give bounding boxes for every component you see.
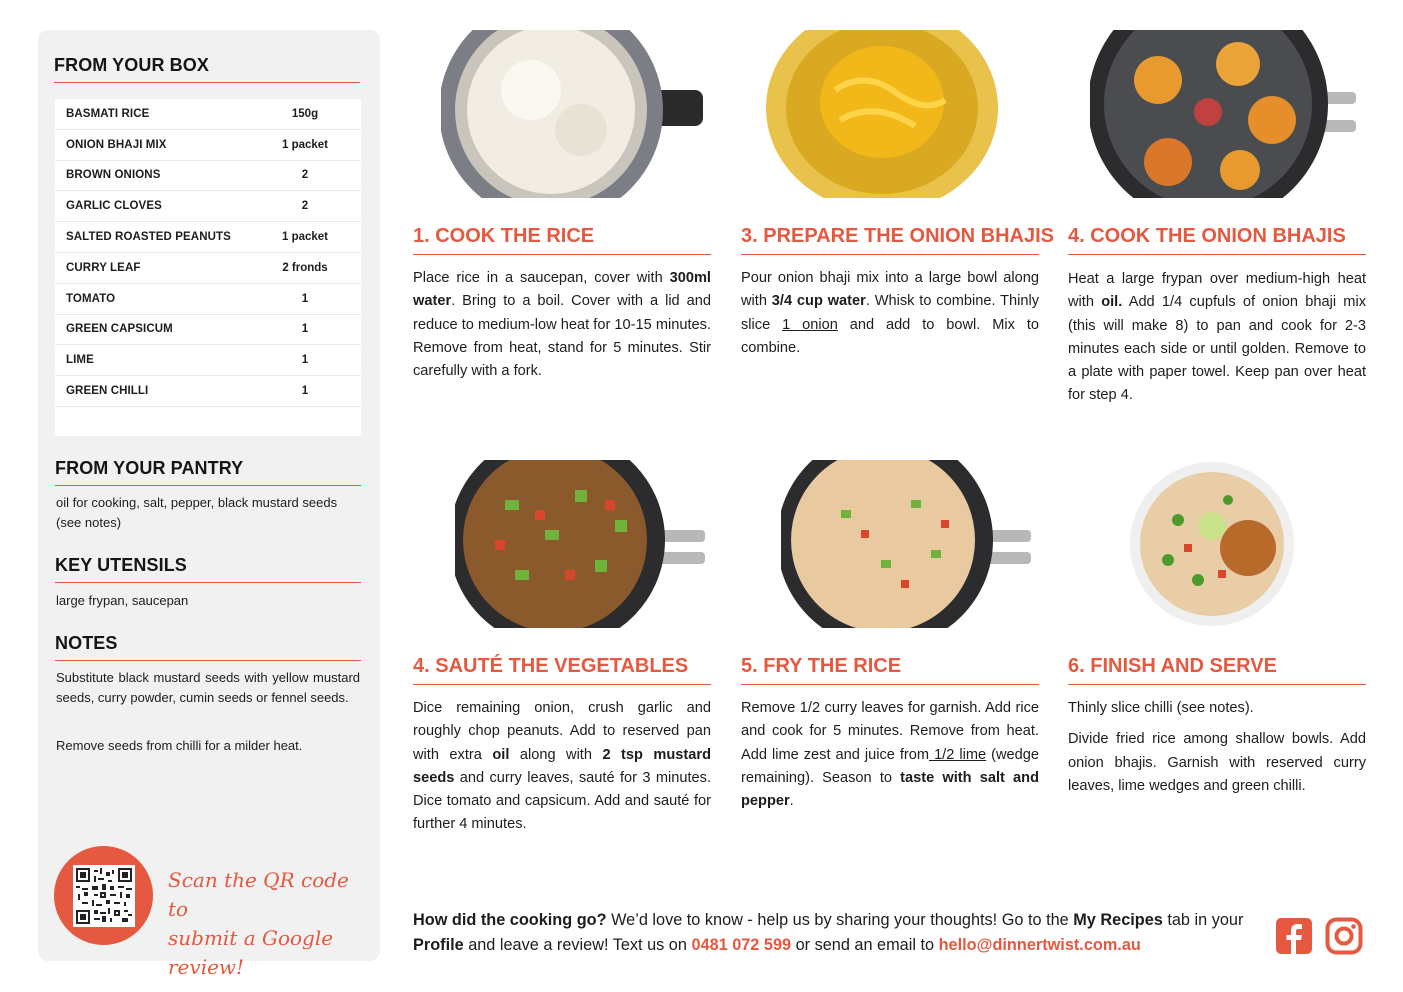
step-title: 5. FRY THE RICE — [741, 655, 1039, 685]
ingredient-name: GARLIC CLOVES — [66, 200, 162, 213]
note-item: Remove seeds from chilli for a milder heat. — [56, 738, 303, 753]
key-utensils-title: KEY UTENSILS — [55, 555, 361, 583]
step-instructions: Place rice in a saucepan, cover with 300ml water. Bring to a boil. Cover with a lid and reduce to medium-low heat for 10-15 minutes. Remove from heat, stand for 5 minutes. Stir carefully with a fork. — [413, 270, 711, 380]
ingredient-qty: 1 — [301, 292, 309, 305]
ingredient-qty: 1 packet — [281, 231, 329, 244]
ingredient-name: BASMATI RICE — [66, 107, 150, 120]
step-prepare-bhajis — [741, 30, 1055, 410]
ingredient-qty: 1 — [301, 354, 309, 367]
rice-pot-icon — [441, 30, 703, 198]
step-instructions: Dice remaining onion, crush garlic and roughly chop peanuts. Add to reserved pan with extra oil along with 2 tsp mustard seeds and curry leaves, sauté for 3 minutes. Dice tomato and capsicum. Add and sauté for further 4 minutes. — [413, 700, 711, 833]
ingredient-name: CURRY LEAF — [66, 261, 141, 274]
ingredient-name: GREEN CAPSICUM — [66, 323, 173, 336]
qr-code-icon[interactable] — [73, 865, 135, 927]
note-item: Substitute black mustard seeds with yellow mustard seeds, curry powder, cumin seeds or fennel seeds. — [56, 670, 360, 705]
table-row — [55, 191, 361, 222]
utensils-text: large frypan, saucepan — [56, 593, 189, 608]
ingredient-qty: 2 — [301, 200, 309, 213]
ingredient-name: LIME — [66, 354, 94, 367]
table-row — [55, 253, 361, 284]
table-row — [55, 222, 361, 253]
table-row — [55, 376, 361, 407]
step-title: 4. SAUTÉ THE VEGETABLES — [413, 655, 711, 685]
table-row — [55, 315, 361, 346]
pantry-text: oil for cooking, salt, pepper, black mustard seeds (see notes) — [56, 495, 338, 530]
instagram-icon[interactable] — [1325, 917, 1363, 955]
step-instructions: Pour onion bhaji mix into a large bowl along with 3/4 cup water. Whisk to combine. Thinly slice 1 onion and add to bowl. Mix to combine. — [741, 270, 1039, 356]
from-your-pantry-title: FROM YOUR PANTRY — [55, 458, 361, 486]
ingredient-qty: 1 — [301, 385, 309, 398]
ingredient-name: ONION BHAJI MIX — [66, 138, 167, 151]
ingredient-name: GREEN CHILLI — [66, 385, 149, 398]
qr-badge[interactable] — [54, 846, 153, 945]
qr-caption — [168, 866, 368, 982]
step-cook-bhajis — [1068, 30, 1366, 410]
phone-link[interactable]: 0481 072 599 — [691, 936, 792, 954]
from-your-box-title: FROM YOUR BOX — [54, 55, 360, 83]
ingredient-name: TOMATO — [66, 292, 116, 305]
step-saute-vegetables — [413, 460, 711, 840]
ingredient-qty: 2 — [301, 169, 309, 182]
notes-title: NOTES — [55, 633, 361, 661]
ingredient-qty: 1 — [301, 323, 309, 336]
ingredient-qty: 150g — [291, 107, 319, 120]
step-instructions: Heat a large frypan over medium-high heat with oil. Add 1/4 cupfuls of onion bhaji mix (this will make 8) to pan and cook for 2-3 minutes each side or until golden. Remove to a plate with paper towel. Keep pan over heat for step 4. — [1068, 271, 1366, 404]
ingredient-name: SALTED ROASTED PEANUTS — [66, 231, 231, 244]
step-title: 3. PREPARE THE ONION BHAJIS — [741, 225, 1039, 255]
step-instructions: Remove 1/2 curry leaves for garnish. Add rice and cook for 5 minutes. Remove from heat. Add lime zest and juice from 1/2 lime (wedge remaining). Season to taste with salt and pepper. — [741, 700, 1039, 810]
table-row — [55, 99, 361, 130]
ingredient-qty: 2 fronds — [282, 261, 328, 274]
step-instructions: Thinly slice chilli (see notes). Divide fried rice among shallow bowls. Add onion bhajis. Garnish with reserved curry leaves, lime wedges and green chilli. — [1068, 700, 1366, 794]
step-title: 6. FINISH AND SERVE — [1068, 655, 1366, 685]
qr-caption-line: Scan the QR code to — [168, 868, 349, 921]
table-row — [55, 161, 361, 192]
serving-bowl-icon — [1128, 460, 1298, 628]
batter-bowl-icon — [765, 30, 999, 198]
ingredient-name: BROWN ONIONS — [66, 169, 161, 182]
fried-rice-pan-icon — [781, 460, 1031, 628]
table-row — [55, 130, 361, 161]
ingredients-table — [55, 99, 361, 436]
step-finish-serve — [1068, 460, 1366, 840]
bhaji-pan-icon — [1090, 30, 1356, 198]
review-footer: How did the cooking go? We’d love to know - help us by sharing your thoughts! Go to the My Recipes tab in your Profile and leave a review! Text us on 0481 072 599 or send an email to hello@dinnertwist.com.au — [413, 911, 1244, 954]
vegetables-pan-icon — [455, 460, 705, 628]
ingredient-qty: 1 packet — [281, 138, 329, 151]
step-title: 1. COOK THE RICE — [413, 225, 711, 255]
step-fry-rice — [741, 460, 1039, 840]
step-cook-rice — [413, 30, 711, 410]
sidebar-panel — [38, 30, 380, 979]
email-link[interactable]: hello@dinnertwist.com.au — [938, 936, 1141, 954]
table-row — [55, 284, 361, 315]
facebook-icon[interactable] — [1275, 917, 1313, 955]
step-title: 4. COOK THE ONION BHAJIS — [1068, 225, 1366, 255]
qr-caption-line: submit a Google review! — [168, 926, 334, 979]
table-row — [55, 345, 361, 376]
